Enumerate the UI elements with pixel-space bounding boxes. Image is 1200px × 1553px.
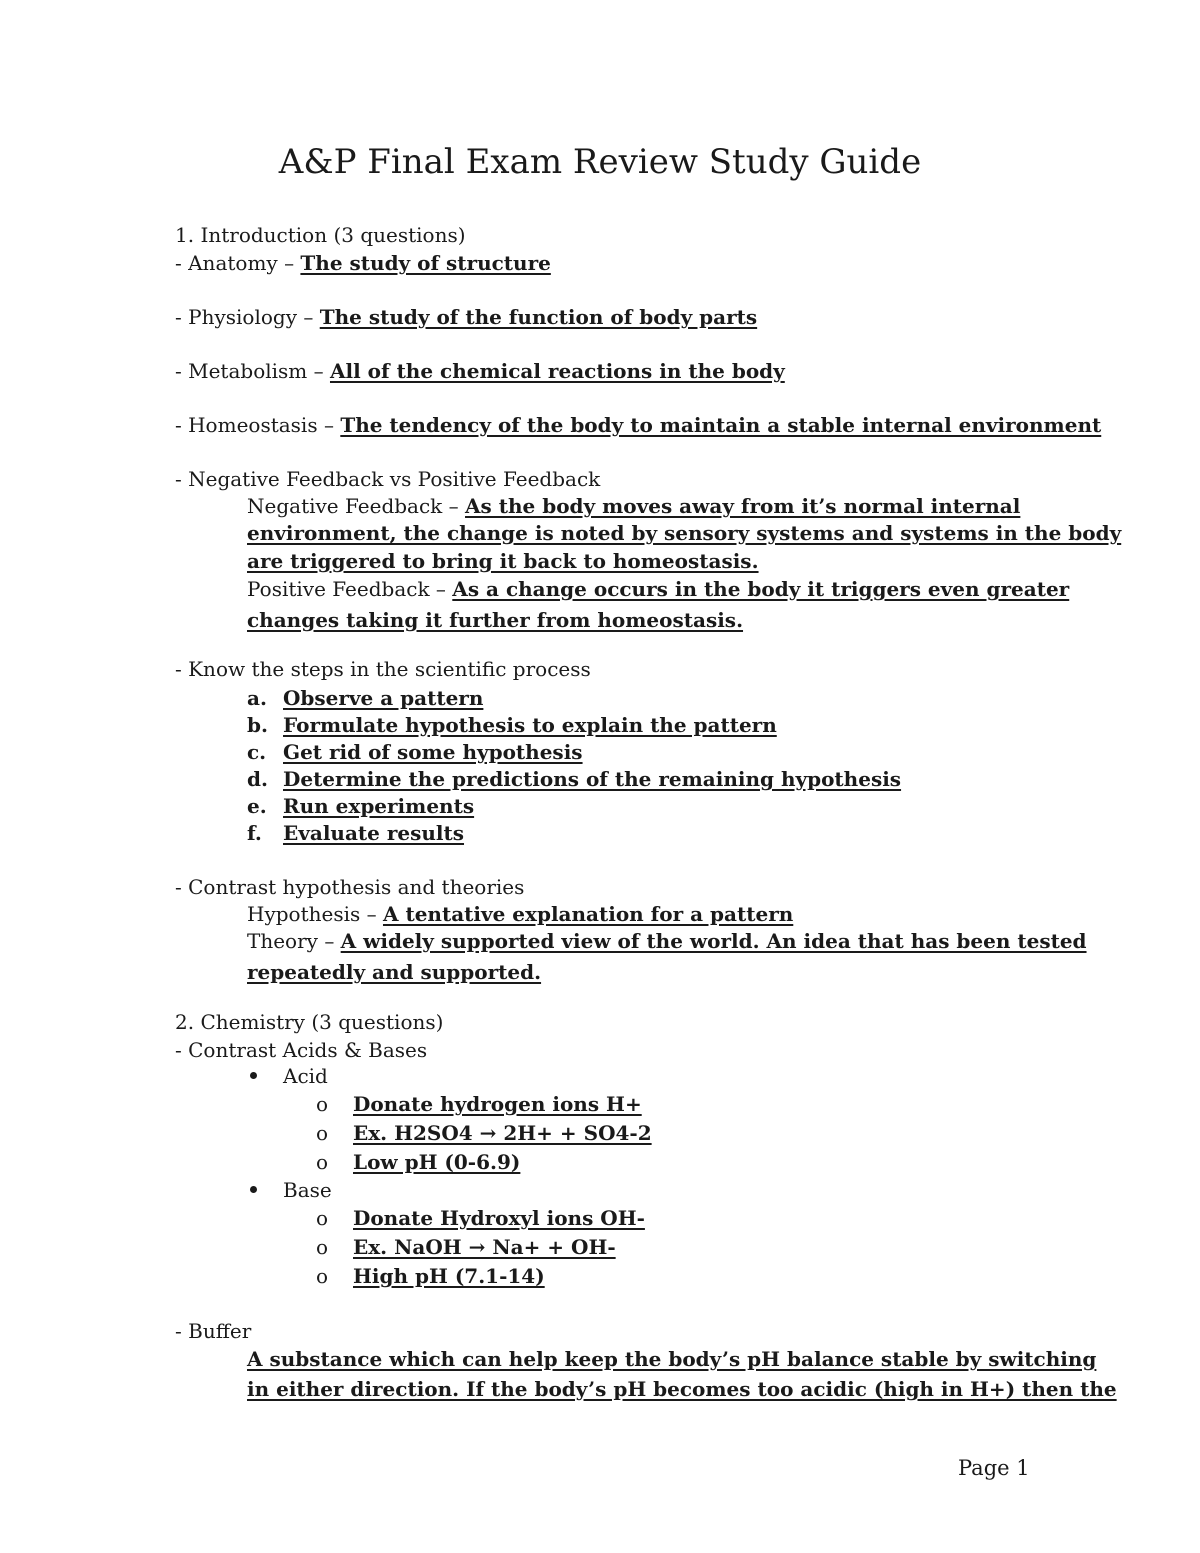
bullet-icon — [250, 1186, 257, 1193]
step-marker: c. — [247, 740, 267, 764]
scientific-process-heading: - Know the steps in the scientific process — [175, 657, 591, 681]
feedback-heading: - Negative Feedback vs Positive Feedback — [175, 467, 601, 491]
section-1-heading: 1. Introduction (3 questions) — [175, 223, 466, 247]
step-marker: a. — [247, 686, 267, 710]
base-item: High pH (7.1-14) — [353, 1264, 545, 1288]
theory-definition-2: repeatedly and supported. — [247, 960, 542, 984]
step-item: Evaluate results — [283, 821, 465, 845]
physiology-term: - Physiology – — [175, 305, 320, 329]
positive-feedback-definition-1: As a change occurs in the body it triggers even greater — [452, 577, 1070, 601]
circle-bullet-icon: o — [316, 1092, 329, 1116]
acids-bases-heading: - Contrast Acids & Bases — [175, 1038, 428, 1062]
hypothesis-line — [247, 901, 793, 927]
theory-definition-1: A widely supported view of the world. An idea that has been tested — [340, 929, 1087, 953]
acid-item: Low pH (0-6.9) — [353, 1150, 521, 1174]
theory-line — [247, 928, 1087, 954]
negative-feedback-term: Negative Feedback – — [247, 494, 466, 518]
section-2-heading: 2. Chemistry (3 questions) — [175, 1010, 444, 1034]
bullet-icon — [250, 1072, 257, 1079]
acid-item: Ex. H2SO4 → 2H+ + SO4-2 — [353, 1121, 652, 1145]
anatomy-term: - Anatomy – — [175, 251, 301, 275]
step-item: Run experiments — [283, 794, 475, 818]
negative-feedback-definition-2: environment, the change is noted by sensory systems and systems in the body — [247, 521, 1122, 545]
base-label: Base — [283, 1178, 332, 1202]
homeostasis-term: - Homeostasis – — [175, 413, 341, 437]
acid-item: Donate hydrogen ions H+ — [353, 1092, 642, 1116]
metabolism-line — [175, 358, 785, 384]
step-item: Get rid of some hypothesis — [283, 740, 583, 764]
metabolism-definition: All of the chemical reactions in the body — [329, 359, 785, 383]
step-item: Observe a pattern — [283, 686, 484, 710]
circle-bullet-icon: o — [316, 1235, 329, 1259]
step-marker: b. — [247, 713, 268, 737]
buffer-definition-2: in either direction. If the body’s pH becomes too acidic (high in H+) then the — [247, 1377, 1117, 1401]
buffer-heading: - Buffer — [175, 1319, 252, 1343]
base-item: Donate Hydroxyl ions OH- — [353, 1206, 645, 1230]
positive-feedback-line — [247, 576, 1069, 602]
hypothesis-definition: A tentative explanation for a pattern — [382, 902, 794, 926]
base-item: Ex. NaOH → Na+ + OH- — [353, 1235, 616, 1259]
step-marker: e. — [247, 794, 267, 818]
circle-bullet-icon: o — [316, 1121, 329, 1145]
positive-feedback-term: Positive Feedback – — [247, 577, 453, 601]
circle-bullet-icon: o — [316, 1264, 329, 1288]
circle-bullet-icon: o — [316, 1206, 329, 1230]
physiology-line — [175, 304, 757, 330]
circle-bullet-icon: o — [316, 1150, 329, 1174]
negative-feedback-definition-1: As the body moves away from it’s normal internal — [465, 494, 1021, 518]
step-marker: d. — [247, 767, 268, 791]
homeostasis-line — [175, 412, 1101, 438]
negative-feedback-definition-3: are triggered to bring it back to homeostasis. — [247, 549, 759, 573]
metabolism-term: - Metabolism – — [175, 359, 330, 383]
document-title: A&P Final Exam Review Study Guide — [278, 142, 922, 182]
positive-feedback-definition-2: changes taking it further from homeostasis. — [247, 608, 744, 632]
homeostasis-definition: The tendency of the body to maintain a stable internal environment — [340, 413, 1102, 437]
anatomy-definition: The study of structure — [300, 251, 551, 275]
buffer-definition-1: A substance which can help keep the body’s pH balance stable by switching — [247, 1347, 1097, 1371]
hypothesis-term: Hypothesis – — [247, 902, 383, 926]
physiology-definition: The study of the function of body parts — [319, 305, 758, 329]
step-item: Formulate hypothesis to explain the pattern — [283, 713, 777, 737]
acid-label: Acid — [283, 1064, 328, 1088]
step-marker: f. — [247, 821, 262, 845]
anatomy-line — [175, 250, 551, 276]
contrast-heading: - Contrast hypothesis and theories — [175, 875, 525, 899]
page-number: Page 1 — [958, 1456, 1030, 1480]
negative-feedback-line — [247, 493, 1020, 519]
theory-term: Theory – — [247, 929, 341, 953]
step-item: Determine the predictions of the remaining hypothesis — [283, 767, 902, 791]
